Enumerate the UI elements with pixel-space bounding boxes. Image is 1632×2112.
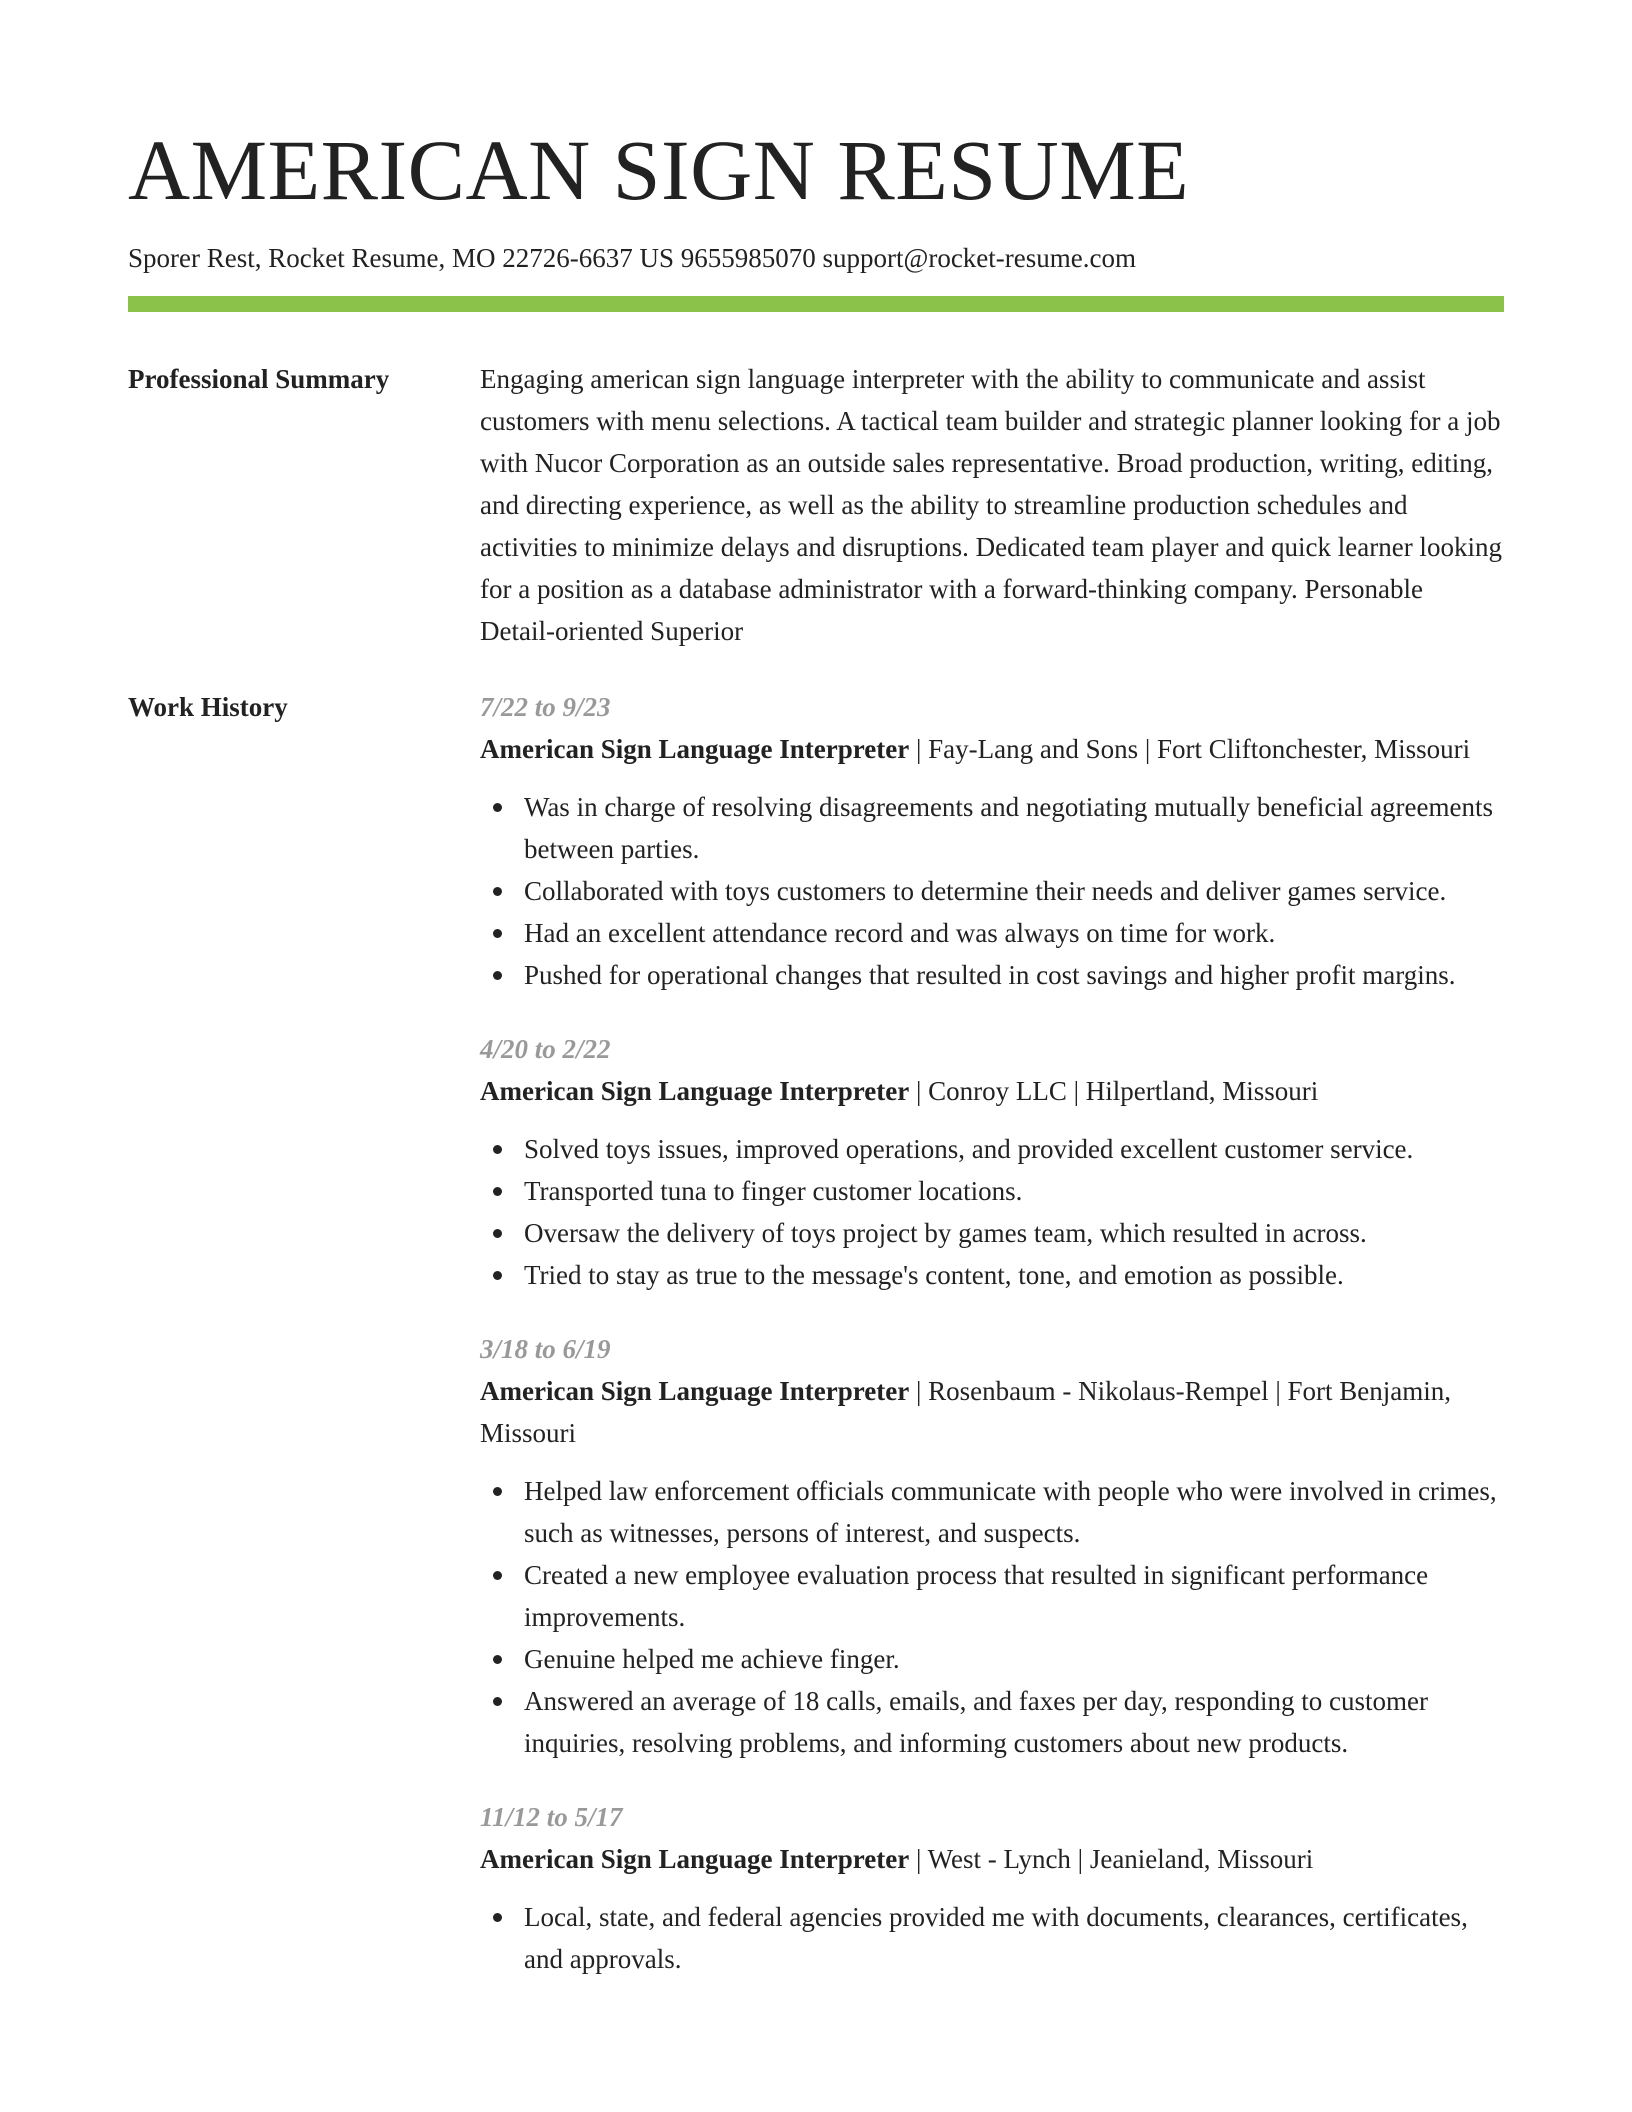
job-bullet: [480, 1128, 1504, 1170]
job-title: American Sign Language Interpreter: [480, 1376, 910, 1406]
job-heading: [480, 1370, 1504, 1454]
job-title: American Sign Language Interpreter: [480, 1844, 910, 1874]
job-dates: 11/12 to 5/17: [480, 1802, 623, 1832]
job-heading: [480, 1838, 1504, 1880]
header-divider: [128, 296, 1504, 312]
job-bullets: [480, 1128, 1504, 1296]
bullet-dot-icon: [493, 803, 502, 812]
contact-line: Sporer Rest, Rocket Resume, MO 22726-6637 US 9655985070 support@rocket-resume.com: [128, 243, 1136, 273]
resume-page: [128, 0, 1504, 1980]
job-bullet: [480, 1470, 1504, 1554]
summary-section: [128, 358, 1504, 652]
bullet-dot-icon: [493, 1145, 502, 1154]
job-bullets: [480, 1896, 1504, 1980]
bullet-dot-icon: [493, 1655, 502, 1664]
bullet-dot-icon: [493, 1229, 502, 1238]
job-bullet: [480, 954, 1504, 996]
job-title: American Sign Language Interpreter: [480, 1076, 910, 1106]
job-bullet: [480, 870, 1504, 912]
work-history-section: [128, 686, 1504, 1980]
bullet-text: Created a new employee evaluation process that resulted in significant performance improvements.: [524, 1560, 1429, 1632]
job-list: [480, 686, 1504, 1980]
bullet-text: Was in charge of resolving disagreements and negotiating mutually beneficial agreements between parties.: [524, 792, 1494, 864]
summary-text: Engaging american sign language interpreter with the ability to communicate and assist customers with menu selections. A tactical team builder and strategic planner looking for a job with Nucor Corporation as an outside sales representative. Broad production, writing, editing, and directing experience, as well as the ability to streamline production schedules and activities to minimize delays and disruptions. Dedicated team player and quick learner looking for a position as a database administrator with a forward-thinking company. Personable Detail-oriented Superior: [480, 364, 1502, 646]
job-bullet: [480, 1680, 1504, 1764]
job-bullet: [480, 1554, 1504, 1638]
bullet-dot-icon: [493, 1913, 502, 1922]
job-title: American Sign Language Interpreter: [480, 734, 910, 764]
bullet-text: Had an excellent attendance record and was always on time for work.: [524, 918, 1276, 948]
bullet-text: Genuine helped me achieve finger.: [524, 1644, 900, 1674]
bullet-dot-icon: [493, 929, 502, 938]
bullet-text: Pushed for operational changes that resulted in cost savings and higher profit margins.: [524, 960, 1456, 990]
job-bullets: [480, 1470, 1504, 1764]
job-bullet: [480, 1254, 1504, 1296]
job-bullet: [480, 912, 1504, 954]
bullet-dot-icon: [493, 1271, 502, 1280]
bullet-text: Helped law enforcement officials communicate with people who were involved in crimes, such as witnesses, persons of interest, and suspects.: [524, 1476, 1497, 1548]
bullet-dot-icon: [493, 1487, 502, 1496]
bullet-text: Answered an average of 18 calls, emails, and faxes per day, responding to customer inquiries, resolving problems, and informing customers about new products.: [524, 1686, 1428, 1758]
job-bullets: [480, 786, 1504, 996]
job-details: | Rosenbaum - Nikolaus-Rempel | Fort Benjamin, Missouri: [480, 1376, 1451, 1448]
bullet-text: Transported tuna to finger customer locations.: [524, 1176, 1023, 1206]
job-details: | Conroy LLC | Hilpertland, Missouri: [909, 1076, 1319, 1106]
job-entry: [480, 686, 1504, 996]
job-heading: [480, 1070, 1504, 1112]
bullet-dot-icon: [493, 1187, 502, 1196]
job-details: | West - Lynch | Jeanieland, Missouri: [909, 1844, 1314, 1874]
job-bullet: [480, 786, 1504, 870]
job-entry: [480, 1028, 1504, 1296]
bullet-dot-icon: [493, 1697, 502, 1706]
job-entry: [480, 1328, 1504, 1764]
job-details: | Fay-Lang and Sons | Fort Cliftonchester, Missouri: [909, 734, 1471, 764]
job-bullet: [480, 1170, 1504, 1212]
job-dates: 3/18 to 6/19: [480, 1334, 611, 1364]
bullet-text: Local, state, and federal agencies provided me with documents, clearances, certificates, and approvals.: [524, 1902, 1468, 1974]
bullet-dot-icon: [493, 887, 502, 896]
bullet-text: Tried to stay as true to the message's content, tone, and emotion as possible.: [524, 1260, 1344, 1290]
bullet-text: Solved toys issues, improved operations, and provided excellent customer service.: [524, 1134, 1414, 1164]
job-dates: 4/20 to 2/22: [480, 1034, 611, 1064]
bullet-dot-icon: [493, 971, 502, 980]
job-dates: 7/22 to 9/23: [480, 692, 611, 722]
job-bullet: [480, 1896, 1504, 1980]
job-bullet: [480, 1638, 1504, 1680]
summary-label: Professional Summary: [128, 364, 390, 394]
job-heading: [480, 728, 1504, 770]
bullet-dot-icon: [493, 1571, 502, 1580]
bullet-text: Collaborated with toys customers to determine their needs and deliver games service.: [524, 876, 1447, 906]
resume-name: AMERICAN SIGN RESUME: [128, 122, 1190, 218]
job-entry: [480, 1796, 1504, 1980]
work-history-label: Work History: [128, 692, 288, 722]
job-bullet: [480, 1212, 1504, 1254]
bullet-text: Oversaw the delivery of toys project by games team, which resulted in across.: [524, 1218, 1367, 1248]
